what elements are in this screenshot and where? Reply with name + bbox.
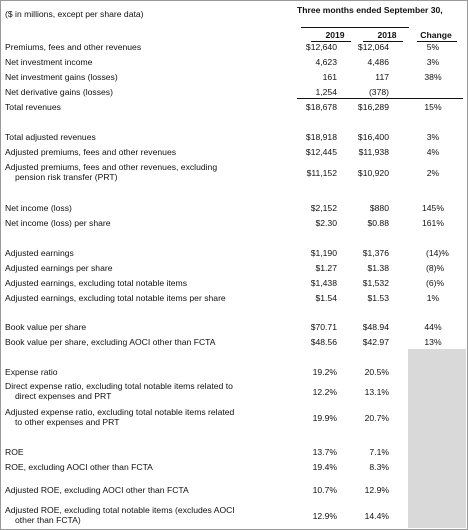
value-2019: 4,623	[315, 57, 337, 67]
row-label-line2: other than FCTA)	[15, 515, 81, 525]
value-2018: (378)	[368, 87, 389, 97]
row-label	[5, 381, 233, 401]
value-change: (8)%	[426, 263, 445, 273]
change-column-shading	[408, 349, 466, 528]
value-change: 161%	[422, 218, 444, 228]
value-change: 13%	[424, 337, 442, 347]
value-2019: $12,640	[305, 42, 337, 52]
row-label	[5, 505, 235, 525]
value-2019: 161	[322, 72, 337, 82]
row-label: ROE	[5, 447, 24, 457]
value-2019: $2.30	[315, 218, 337, 228]
value-2018: $880	[369, 203, 389, 213]
row-label: ROE, excluding AOCI other than FCTA	[5, 462, 153, 472]
value-change: 3%	[426, 57, 440, 67]
value-2018: 7.1%	[369, 447, 389, 457]
row-label: Net derivative gains (losses)	[5, 87, 113, 97]
value-2019: 1,254	[315, 87, 337, 97]
value-change: 38%	[424, 72, 442, 82]
value-change: 145%	[422, 203, 444, 213]
value-2019: 13.7%	[312, 447, 337, 457]
value-2018: 12.9%	[364, 485, 389, 495]
value-2019: $70.71	[310, 322, 337, 332]
value-2018: $0.88	[367, 218, 389, 228]
row-label-line1: Adjusted premiums, fees and other revenues, excluding	[5, 162, 218, 172]
row-label: Book value per share, excluding AOCI other than FCTA	[5, 337, 216, 347]
value-2018: 14.4%	[364, 511, 389, 521]
value-2019: 19.9%	[312, 413, 337, 423]
row-label: Premiums, fees and other revenues	[5, 42, 142, 52]
value-2018: $16,400	[357, 132, 389, 142]
value-2018: 117	[375, 72, 389, 82]
row-label: Adjusted premiums, fees and other revenues	[5, 147, 177, 157]
row-label: Total revenues	[5, 102, 61, 112]
row-label: Book value per share	[5, 322, 87, 332]
value-2018: $1,532	[362, 278, 389, 288]
row-label	[5, 162, 217, 182]
value-2019: $1.27	[315, 263, 337, 273]
row-label-line1: Adjusted expense ratio, excluding total notable items related	[5, 407, 235, 417]
value-2018: $42.97	[362, 337, 389, 347]
period-header: Three months ended September 30,	[297, 5, 443, 15]
value-change: (6)%	[426, 278, 445, 288]
value-2019: $12,445	[305, 147, 337, 157]
value-2018: $1.53	[367, 293, 389, 303]
value-2019: $18,678	[305, 102, 337, 112]
value-2018: 13.1%	[364, 387, 389, 397]
row-label: Adjusted earnings	[5, 248, 74, 258]
value-2019: $11,152	[306, 168, 337, 178]
value-2019: $1,190	[310, 248, 337, 258]
row-label-line2: pension risk transfer (PRT)	[15, 172, 118, 182]
value-change: 3%	[426, 132, 440, 142]
value-2018: 20.5%	[364, 367, 389, 377]
value-2018: 4,486	[367, 57, 389, 67]
value-2019: $48.56	[310, 337, 337, 347]
value-2018: 8.3%	[369, 462, 389, 472]
row-label: Expense ratio	[5, 367, 58, 377]
row-label: Adjusted ROE, excluding AOCI other than FCTA	[5, 485, 189, 495]
row-label: Net income (loss)	[5, 203, 72, 213]
value-2018: $48.94	[362, 322, 389, 332]
row-label: Net investment gains (losses)	[5, 72, 118, 82]
value-2018: $1,376	[362, 248, 389, 258]
value-change: 5%	[426, 42, 440, 52]
value-2018: $10,920	[357, 168, 389, 178]
period-underline	[301, 27, 409, 28]
row-label-line2: to other expenses and PRT	[15, 417, 120, 427]
value-2019: 19.4%	[312, 462, 337, 472]
column-header-2018: 2018	[377, 30, 397, 40]
value-change: (14)%	[426, 248, 449, 258]
row-label-line2: direct expenses and PRT	[15, 391, 112, 401]
row-label-line1: Adjusted ROE, excluding total notable items (excludes AOCI	[5, 505, 235, 515]
column-header-change: Change	[420, 30, 452, 40]
row-label	[5, 407, 234, 427]
row-label: Adjusted earnings, excluding total notable items per share	[5, 293, 226, 303]
value-change: 44%	[424, 322, 442, 332]
row-label: Adjusted earnings per share	[5, 263, 113, 273]
value-2018: $11,938	[358, 147, 389, 157]
value-change: 2%	[426, 168, 440, 178]
row-label: Net investment income	[5, 57, 93, 67]
value-2019: $2,152	[310, 203, 337, 213]
row-label: Net income (loss) per share	[5, 218, 111, 228]
column-header-2019: 2019	[325, 30, 345, 40]
row-label: Total adjusted revenues	[5, 132, 96, 142]
value-2019: 12.9%	[312, 511, 337, 521]
total-revenues-rule	[297, 98, 463, 99]
value-2019: 19.2%	[312, 367, 337, 377]
value-change: 1%	[426, 293, 440, 303]
value-2019: 12.2%	[312, 387, 337, 397]
row-label: Adjusted earnings, excluding total notable items	[5, 278, 188, 288]
value-2018: $1.38	[367, 263, 389, 273]
value-change: 15%	[424, 102, 442, 112]
value-change: 4%	[426, 147, 440, 157]
value-2019: $1.54	[315, 293, 337, 303]
table-caption: ($ in millions, except per share data)	[5, 9, 144, 19]
value-2018: $16,289	[357, 102, 389, 112]
value-2018: 20.7%	[364, 413, 389, 423]
value-2018: $12,064	[357, 42, 389, 52]
value-2019: 10.7%	[312, 485, 337, 495]
row-label-line1: Direct expense ratio, excluding total notable items related to	[5, 381, 233, 391]
value-2019: $18,918	[305, 132, 337, 142]
value-2019: $1,438	[310, 278, 337, 288]
